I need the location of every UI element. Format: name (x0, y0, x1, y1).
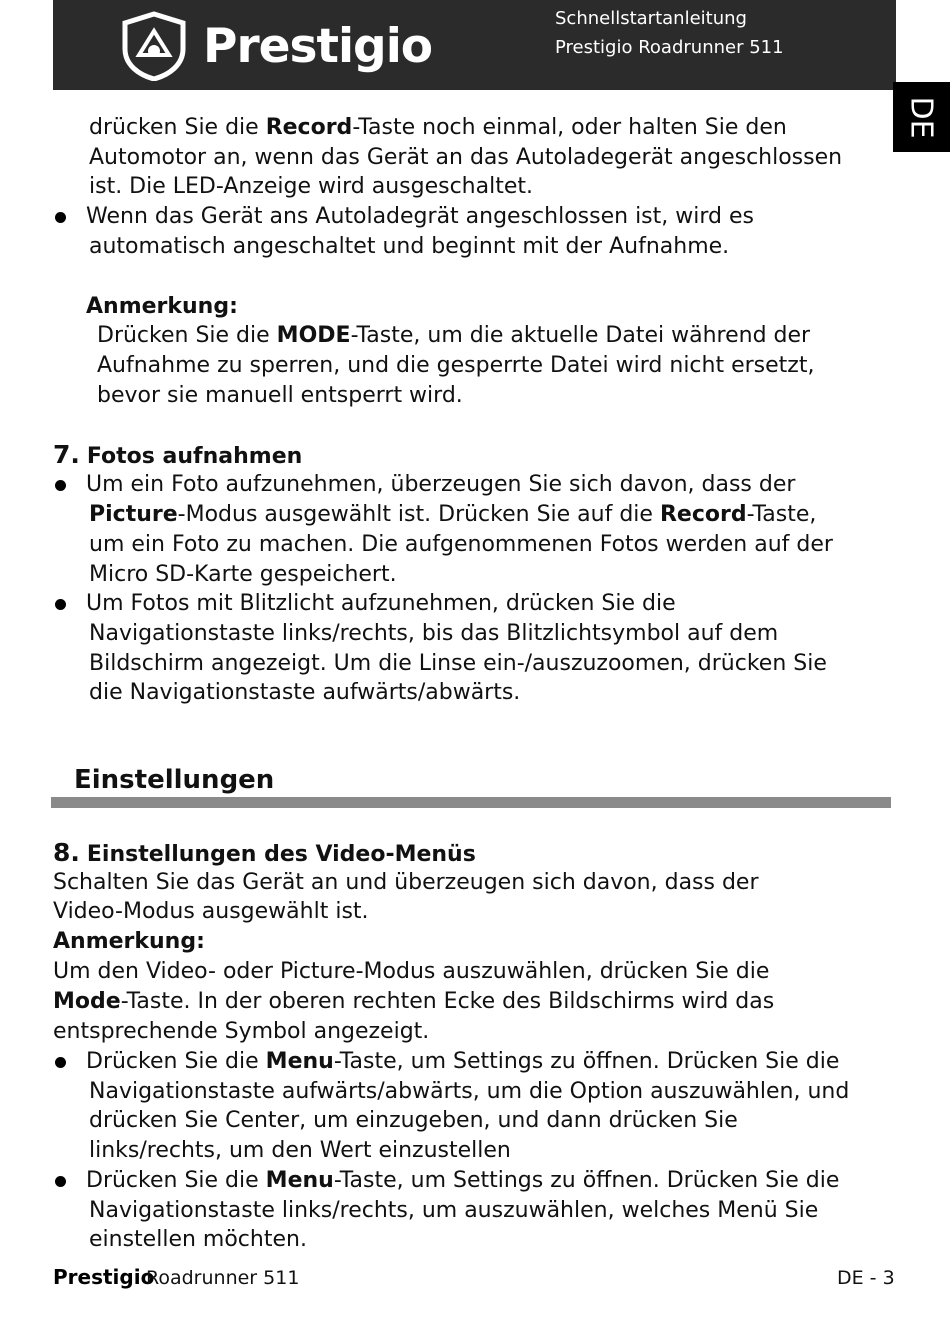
note-line: Aufnahme zu sperren, und die gesperrte Datei wird nicht ersetzt, (97, 353, 815, 378)
footer-logo: Prestigio (53, 1265, 155, 1289)
text-run: -Taste, (746, 502, 817, 527)
text-run: Drücken Sie die (97, 323, 277, 348)
bullet-line: Um Fotos mit Blitzlicht aufzunehmen, drücken Sie die (86, 591, 676, 616)
header-line-1: Schnellstartanleitung (555, 8, 747, 29)
paragraph-line: Automotor an, wenn das Gerät an das Autoladegerät angeschlossen (89, 145, 843, 170)
settings-heading: Einstellungen (74, 765, 275, 795)
bold-run: Picture (89, 502, 178, 527)
bold-run: Record (659, 502, 747, 527)
section-heading (53, 838, 476, 870)
text-run: -Taste, um Settings zu öffnen. Drücken Sie die (333, 1049, 840, 1074)
header-title (555, 4, 784, 62)
paragraph-line: Video-Modus ausgewählt ist. (53, 899, 369, 924)
bullet-line: einstellen möchten. (89, 1227, 307, 1252)
bullet-dot (55, 1176, 66, 1187)
text-run: Drücken Sie die (86, 1168, 266, 1193)
bullet-line: Navigationstaste links/rechts, bis das Blitzlichtsymbol auf dem (89, 621, 779, 646)
note-line: Um den Video- oder Picture-Modus auszuwählen, drücken Sie die (53, 959, 770, 984)
note-heading: Anmerkung: (53, 929, 205, 954)
section-heading (53, 440, 302, 472)
note-line (53, 987, 774, 1017)
page-header (53, 0, 896, 90)
crest-icon (119, 11, 189, 81)
bullet-line: Bildschirm angezeigt. Um die Linse ein-/auszuzoomen, drücken Sie (89, 651, 827, 676)
bullet-dot (55, 212, 66, 223)
bullet-line: drücken Sie Center, um einzugeben, und dann drücken Sie (89, 1108, 738, 1133)
page-number: DE - 3 (837, 1267, 895, 1289)
text-run: Drücken Sie die (86, 1049, 266, 1074)
bullet-line (89, 500, 816, 530)
section-number: 7. (53, 440, 80, 469)
header-line-2: Prestigio Roadrunner 511 (555, 37, 784, 58)
note-line: entsprechende Symbol angezeigt. (53, 1019, 430, 1044)
bullet-line: Wenn das Gerät ans Autoladegrät angeschlossen ist, wird es (86, 204, 754, 229)
footer-model: Roadrunner 511 (146, 1267, 300, 1289)
bold-run: Record (265, 115, 353, 140)
bold-run: Menu (265, 1049, 334, 1074)
text-run: -Taste. In der oberen rechten Ecke des Bildschirms wird das (120, 989, 775, 1014)
section-divider (51, 797, 891, 808)
bullet-line (86, 1166, 839, 1196)
bullet-line: Navigationstaste links/rechts, um auszuwählen, welches Menü Sie (89, 1198, 819, 1223)
brand-name: Prestigio (203, 18, 433, 74)
section-title: Fotos aufnahmen (86, 444, 303, 469)
bullet-line: um ein Foto zu machen. Die aufgenommenen Fotos werden auf der (89, 532, 833, 557)
paragraph-line (89, 113, 787, 143)
section-title: Einstellungen des Video-Menüs (86, 842, 476, 867)
note-heading: Anmerkung: (86, 294, 238, 319)
bullet-line (86, 1047, 839, 1077)
bullet-dot (55, 599, 66, 610)
language-tab (893, 82, 950, 152)
text-run: -Taste, um Settings zu öffnen. Drücken Sie die (333, 1168, 840, 1193)
prestigio-logo (119, 10, 432, 82)
paragraph-line: ist. Die LED-Anzeige wird ausgeschaltet. (89, 174, 533, 199)
text-run: -Modus ausgewählt ist. Drücken Sie auf die (177, 502, 660, 527)
language-label: DE (904, 95, 939, 139)
text-run: drücken Sie die (89, 115, 266, 140)
bold-run: Mode (53, 989, 121, 1014)
bullet-dot (55, 1057, 66, 1068)
bullet-line: links/rechts, um den Wert einzustellen (89, 1138, 511, 1163)
bullet-line: Micro SD-Karte gespeichert. (89, 562, 397, 587)
paragraph-line: Schalten Sie das Gerät an und überzeugen sich davon, dass der (53, 870, 759, 895)
bullet-line: Navigationstaste aufwärts/abwärts, um die Option auszuwählen, und (89, 1079, 850, 1104)
text-run: -Taste, um die aktuelle Datei während der (350, 323, 811, 348)
text-run: -Taste noch einmal, oder halten Sie den (352, 115, 787, 140)
section-number: 8. (53, 838, 80, 867)
bold-run: MODE (276, 323, 351, 348)
bullet-line: automatisch angeschaltet und beginnt mit der Aufnahme. (89, 234, 730, 259)
note-line (97, 321, 810, 351)
bold-run: Menu (265, 1168, 334, 1193)
bullet-line: Um ein Foto aufzunehmen, überzeugen Sie sich davon, dass der (86, 472, 796, 497)
bullet-dot (55, 480, 66, 491)
bullet-line: die Navigationstaste aufwärts/abwärts. (89, 680, 521, 705)
note-line: bevor sie manuell entsperrt wird. (97, 383, 463, 408)
